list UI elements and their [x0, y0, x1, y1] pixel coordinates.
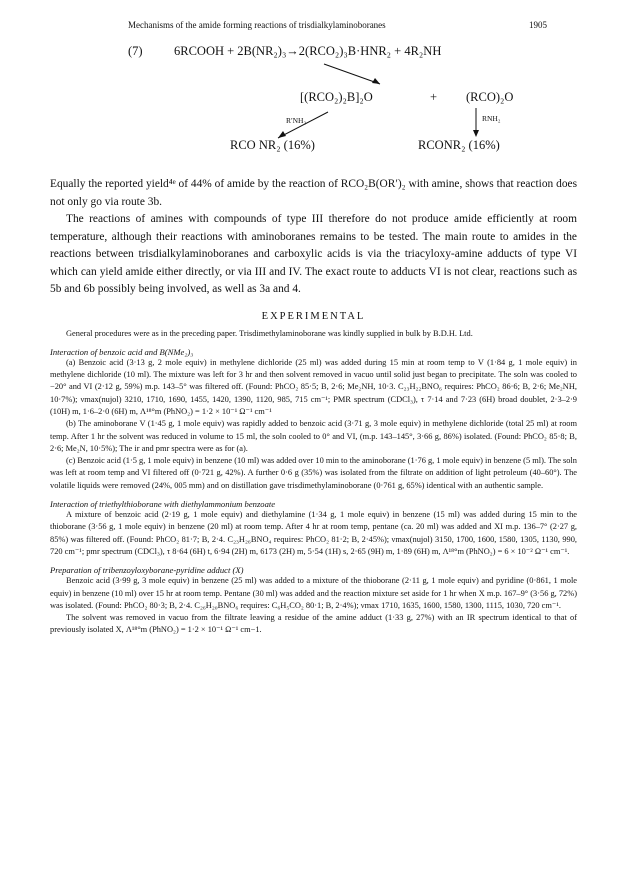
section-heading: EXPERIMENTAL: [261, 310, 366, 322]
subsection-title-2: Interaction of triethylthioborane with diethylammonium benzoate: [50, 499, 276, 510]
procedure-1b: (b) The aminoborane V (1·45 g, 1 mole equiv) was rapidly added to benzoic acid (3·71 g, 3 mole equiv) in methylene dichloride (total 25 ml) at room temp. After 1 hr the solvent was reduced in volume to 15 ml, the soln cooled to 0° and VI, (m.p. 143–145°, 3·66 g, 86%) isolated. (Found: PhCO₂ 85·8; B, 2·6; Me₂N, 10·5%); The ir and pmr spectra were as for (a).: [50, 419, 577, 453]
product-borate-oxide: [(RCO₂)₂B]₂O: [300, 90, 373, 104]
arrow-to-borate-oxide: [324, 64, 380, 84]
general-procedures: General procedures were as in the preceding paper. Trisdimethylaminoborane was kindly supplied in bulk by B.D.H. Ltd.: [66, 328, 473, 338]
intro-paragraph-2: The reactions of amines with compounds of type III therefore do not produce amide efficiently at room temperature, although their reactions with aminoboranes remains to be tested. The main route to amides in the reactions between trisdialkylaminoboranes and carboxylic acids is via the triacyloxy-amine adducts of type VI which can yield amide either directly, or via III and IV. The exact route to adducts VI is not clear, reactions such as 5b and 6b possibly being involved, as well as 3a and 4.: [50, 213, 577, 295]
main-text: [50, 176, 577, 637]
plus-sign: +: [430, 90, 438, 104]
procedure-1a: (a) Benzoic acid (3·13 g, 2 mole equiv) in methylene dichloride (25 ml) was added during 15 min at room temp to V (1·84 g, 1 mole equiv) in methylene dichloride (10 ml). The mixture was left for 3 hr and then solvent removed in vacuo until solid just began to precipitate. The soln was cooled to −20° and VI (2·12 g, 59%) m.p. 143–5° was filtered off. (Found: PhCO₂ 85·5; B, 2·6; Me₂NH, 10·3. C₂₃H₂₂BNO₆ requires: PhCO₂ 86·6; B, 2·6; Me₂NH, 10·7%); νmax(nujol) 3210, 1710, 1690, 1455, 1420, 1390, 1120, 985, 715 cm⁻¹; PMR spectrum (CDCl₃), τ 7·14 and 7·23 (6H) broad doublet, 2·3–2·9 (10H) m, 1·6–2·0 (6H) m, Λ¹⁸°m (PhNO₂) = 1·2 × 10⁻¹ Ω⁻¹ cm⁻¹: [50, 357, 577, 416]
subsection-title-1: Interaction of benzoic acid and B(NMe₂)₃: [50, 346, 194, 357]
arrow-to-amide-1: [278, 112, 328, 138]
main-equation: 6RCOOH + 2B(NR₂)₃→2(RCO₂)₃B·HNR₂ + 4R₂NH: [174, 44, 442, 58]
product-amide-2: RCONR₂ (16%): [418, 138, 500, 152]
product-amide-1: RCO NR₂ (16%): [230, 138, 315, 152]
arrowhead-3: [473, 130, 479, 137]
arrowhead-2: [278, 131, 286, 138]
page-number: 1905: [529, 20, 547, 30]
reagent-amine-2: RNH₂: [482, 114, 501, 123]
arrowhead-1: [372, 78, 380, 84]
procedure-3b: The solvent was removed in vacuo from the filtrate leaving a residue of the amine adduct (1·33 g, 27%) with an IR spectrum identical to that of previously isolated X, Λ¹⁸°m (PhNO₂) = 1·2 × 10⁻¹ Ω⁻¹ cm−1.: [50, 613, 577, 635]
procedure-3: Benzoic acid (3·99 g, 3 mole equiv) in benzene (25 ml) was added to a mixture of the thioborane (2·11 g, 1 mole equiv) and pyridine (0·861, 1 mole equiv) in benzene (10 ml) over 15 hr at room temp. Pentane (30 ml) was added and the reaction mixture set aside for 1 hr when X m.p. 167–9° (3·56 g, 72%) was isolated. (Found: PhCO₂ 80·3; B, 2·4. C₂₆H₂₀BNO₆ requires: C₆H₅CO₂ 80·1; B, 2·4%); νmax 1710, 1635, 1600, 1580, 1300, 1115, 1030, 720 cm⁻¹.: [50, 576, 577, 610]
procedure-1c: (c) Benzoic acid (1·5 g, 1 mole equiv) in benzene (10 ml) was added over 10 min to the aminoborane (1·76 g, 1 mole equiv) in benzene (5 ml). The soln was left at room temp and VI filtered off (0·721 g, 42%). A further 0·6 g (35%) was isolated from the filtrate on addition of light petroleum (40–60°). The volatile liquids were removed (24%, 005 mm) and on distillation gave trisdimethylaminoborane (0·761 g, 65%) identical with an authentic sample.: [50, 456, 577, 490]
product-anhydride: (RCO)₂O: [466, 90, 514, 104]
subsection-title-3: Preparation of tribenzoyloxyborane-pyridine adduct (X): [50, 565, 244, 576]
running-title: Mechanisms of the amide forming reactions of trisdialkylaminoboranes: [128, 20, 386, 30]
intro-paragraph-1: Equally the reported yield⁴ᵉ of 44% of amide by the reaction of RCO₂B(OR′)₂ with amine, shows that reaction does not only go via route 3b.: [50, 178, 577, 208]
reagent-amine-1: R′NH₂: [286, 116, 307, 125]
scheme-arrows: [128, 38, 548, 168]
equation-number: (7): [128, 44, 143, 58]
reaction-scheme: [128, 38, 548, 168]
procedure-2: A mixture of benzoic acid (2·19 g, 1 mole equiv) and diethylamine (1·34 g, 1 mole equiv) in benzene (15 ml) was added during 15 min to the thioborane (3·56 g, 1 mole equiv) in benzene (20 ml) at room temp. After 4 hr at room temp, pentane (ca. 20 ml) was added and XI m.p. 136–7° (2·27 g, 85%) was filtered off. (Found: PhCO₂ 81·7; B, 2·4. C₂₃H₂₆BNO₄ requires: PhCO₂ 81·2; B, 2·45%); νmax(nujol) 3150, 1700, 1600, 1580, 1305, 1130, 990, 720 cm⁻¹; pmr spectrum (CDCl₃), τ 8·64 (6H) t, 6·94 (2H) m, 6173 (2H) m, 5·54 (1H) s, 2·65 (9H) m, 1·89 (6H) m, Λ¹⁸°m (PhNO₂) = 6 × 10⁻² Ω⁻¹ cm⁻¹.: [50, 510, 577, 556]
